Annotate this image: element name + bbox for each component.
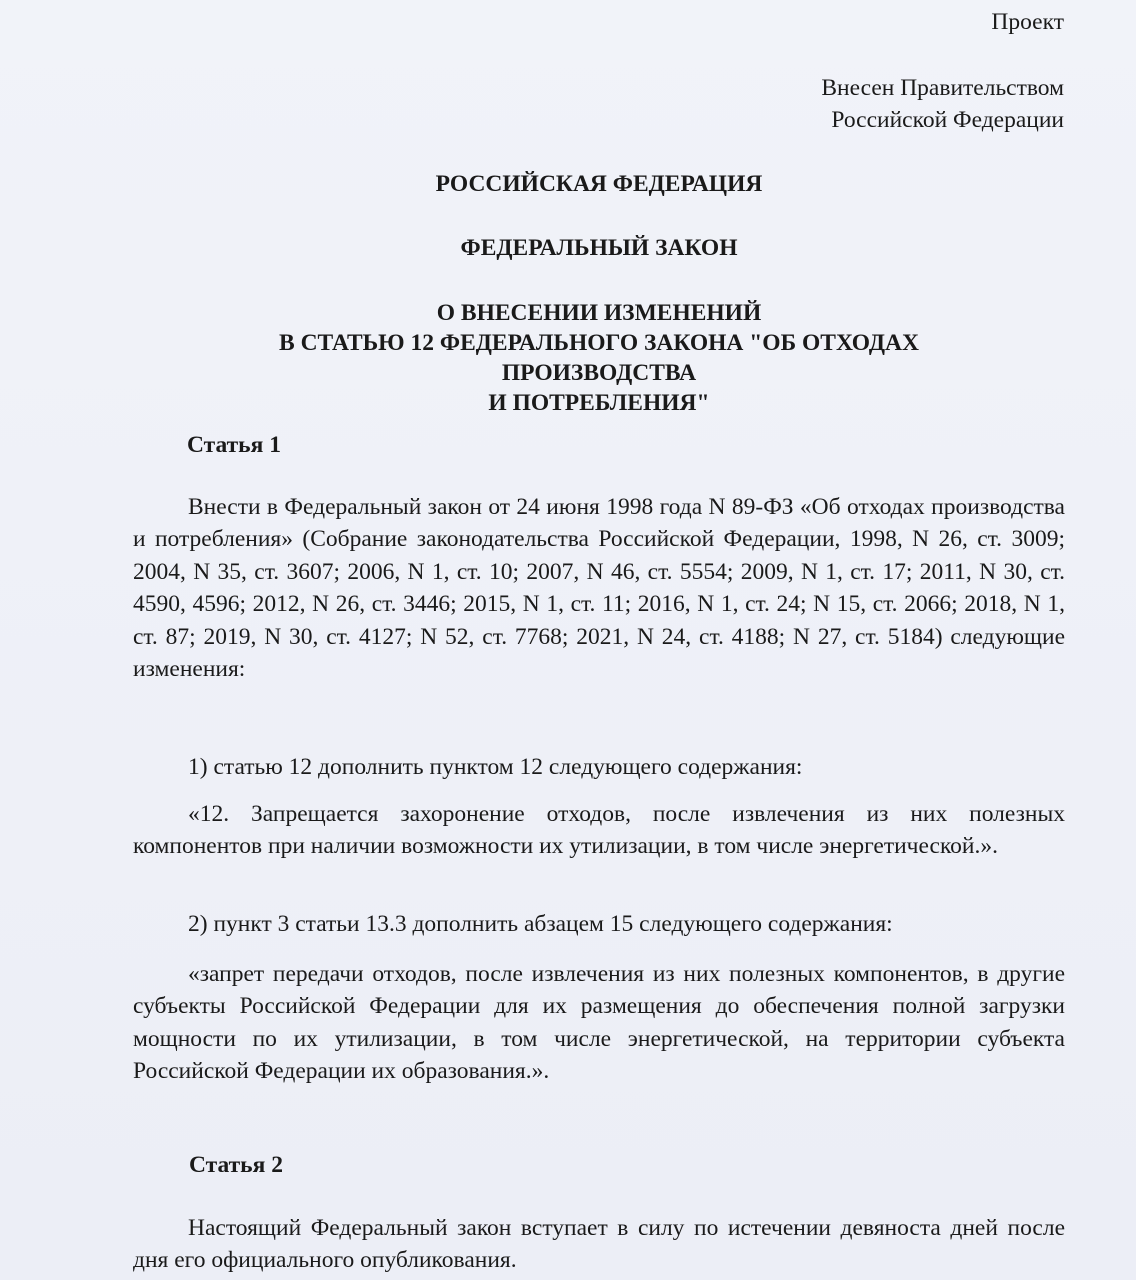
article1-heading: Статья 1	[187, 432, 281, 458]
article2-text: Настоящий Федеральный закон вступает в силу по истечении девяноста дней после дня его официального опубликования.	[133, 1215, 1065, 1274]
submitted-by	[821, 72, 1064, 136]
law-name-line4: И ПОТРЕБЛЕНИЯ"	[488, 390, 710, 416]
law-name-line1: О ВНЕСЕНИИ ИЗМЕНЕНИЙ	[436, 300, 762, 326]
article1-item2: 2) пункт 3 статьи 13.3 дополнить абзацем 15 следующего содержания:	[188, 911, 893, 937]
submitted-by-line2: Российской Федерации	[831, 107, 1064, 133]
submitted-by-line1: Внесен Правительством	[821, 75, 1064, 101]
law-name-line2: В СТАТЬЮ 12 ФЕДЕРАЛЬНОГО ЗАКОНА "ОБ ОТХОДАХ	[279, 330, 919, 356]
draft-label: Проект	[991, 9, 1064, 35]
article1-item1-text: «12. Запрещается захоронение отходов, после извлечения из них полезных компонентов при наличии возможности их утилизации, в том числе энергетической.».	[133, 801, 1065, 860]
article1-item1: 1) статью 12 дополнить пунктом 12 следующего содержания:	[188, 754, 803, 780]
law-type-title: ФЕДЕРАЛЬНЫЙ ЗАКОН	[460, 235, 738, 261]
country-title: РОССИЙСКАЯ ФЕДЕРАЦИЯ	[435, 171, 763, 197]
law-name-title	[133, 298, 1065, 418]
article1-item2-text: «запрет передачи отходов, после извлечения из них полезных компонентов, в другие субъекты Российской Федерации для их размещения до обеспечения полной загрузки мощности по их утилизации, в том числе энергетической, на территории субъекта Российской Федерации их образования.».	[133, 961, 1065, 1085]
article1-intro: Внести в Федеральный закон от 24 июня 1998 года N 89-ФЗ «Об отходах производства и потребления» (Собрание законодательства Российской Федерации, 1998, N 26, ст. 3009; 2004, N 35, ст. 3607; 2006, N 1, ст. 10; 2007, N 46, ст. 5554; 2009, N 1, ст. 17; 2011, N 30, ст. 4590, 4596; 2012, N 26, ст. 3446; 2015, N 1, ст. 11; 2016, N 1, ст. 24; N 15, ст. 2066; 2018, N 1, ст. 87; 2019, N 30, ст. 4127; N 52, ст. 7768; 2021, N 24, ст. 4188; N 27, ст. 5184) следующие изменения:	[133, 494, 1065, 683]
article2-heading: Статья 2	[189, 1152, 283, 1178]
law-name-line3: ПРОИЗВОДСТВА	[501, 360, 697, 386]
